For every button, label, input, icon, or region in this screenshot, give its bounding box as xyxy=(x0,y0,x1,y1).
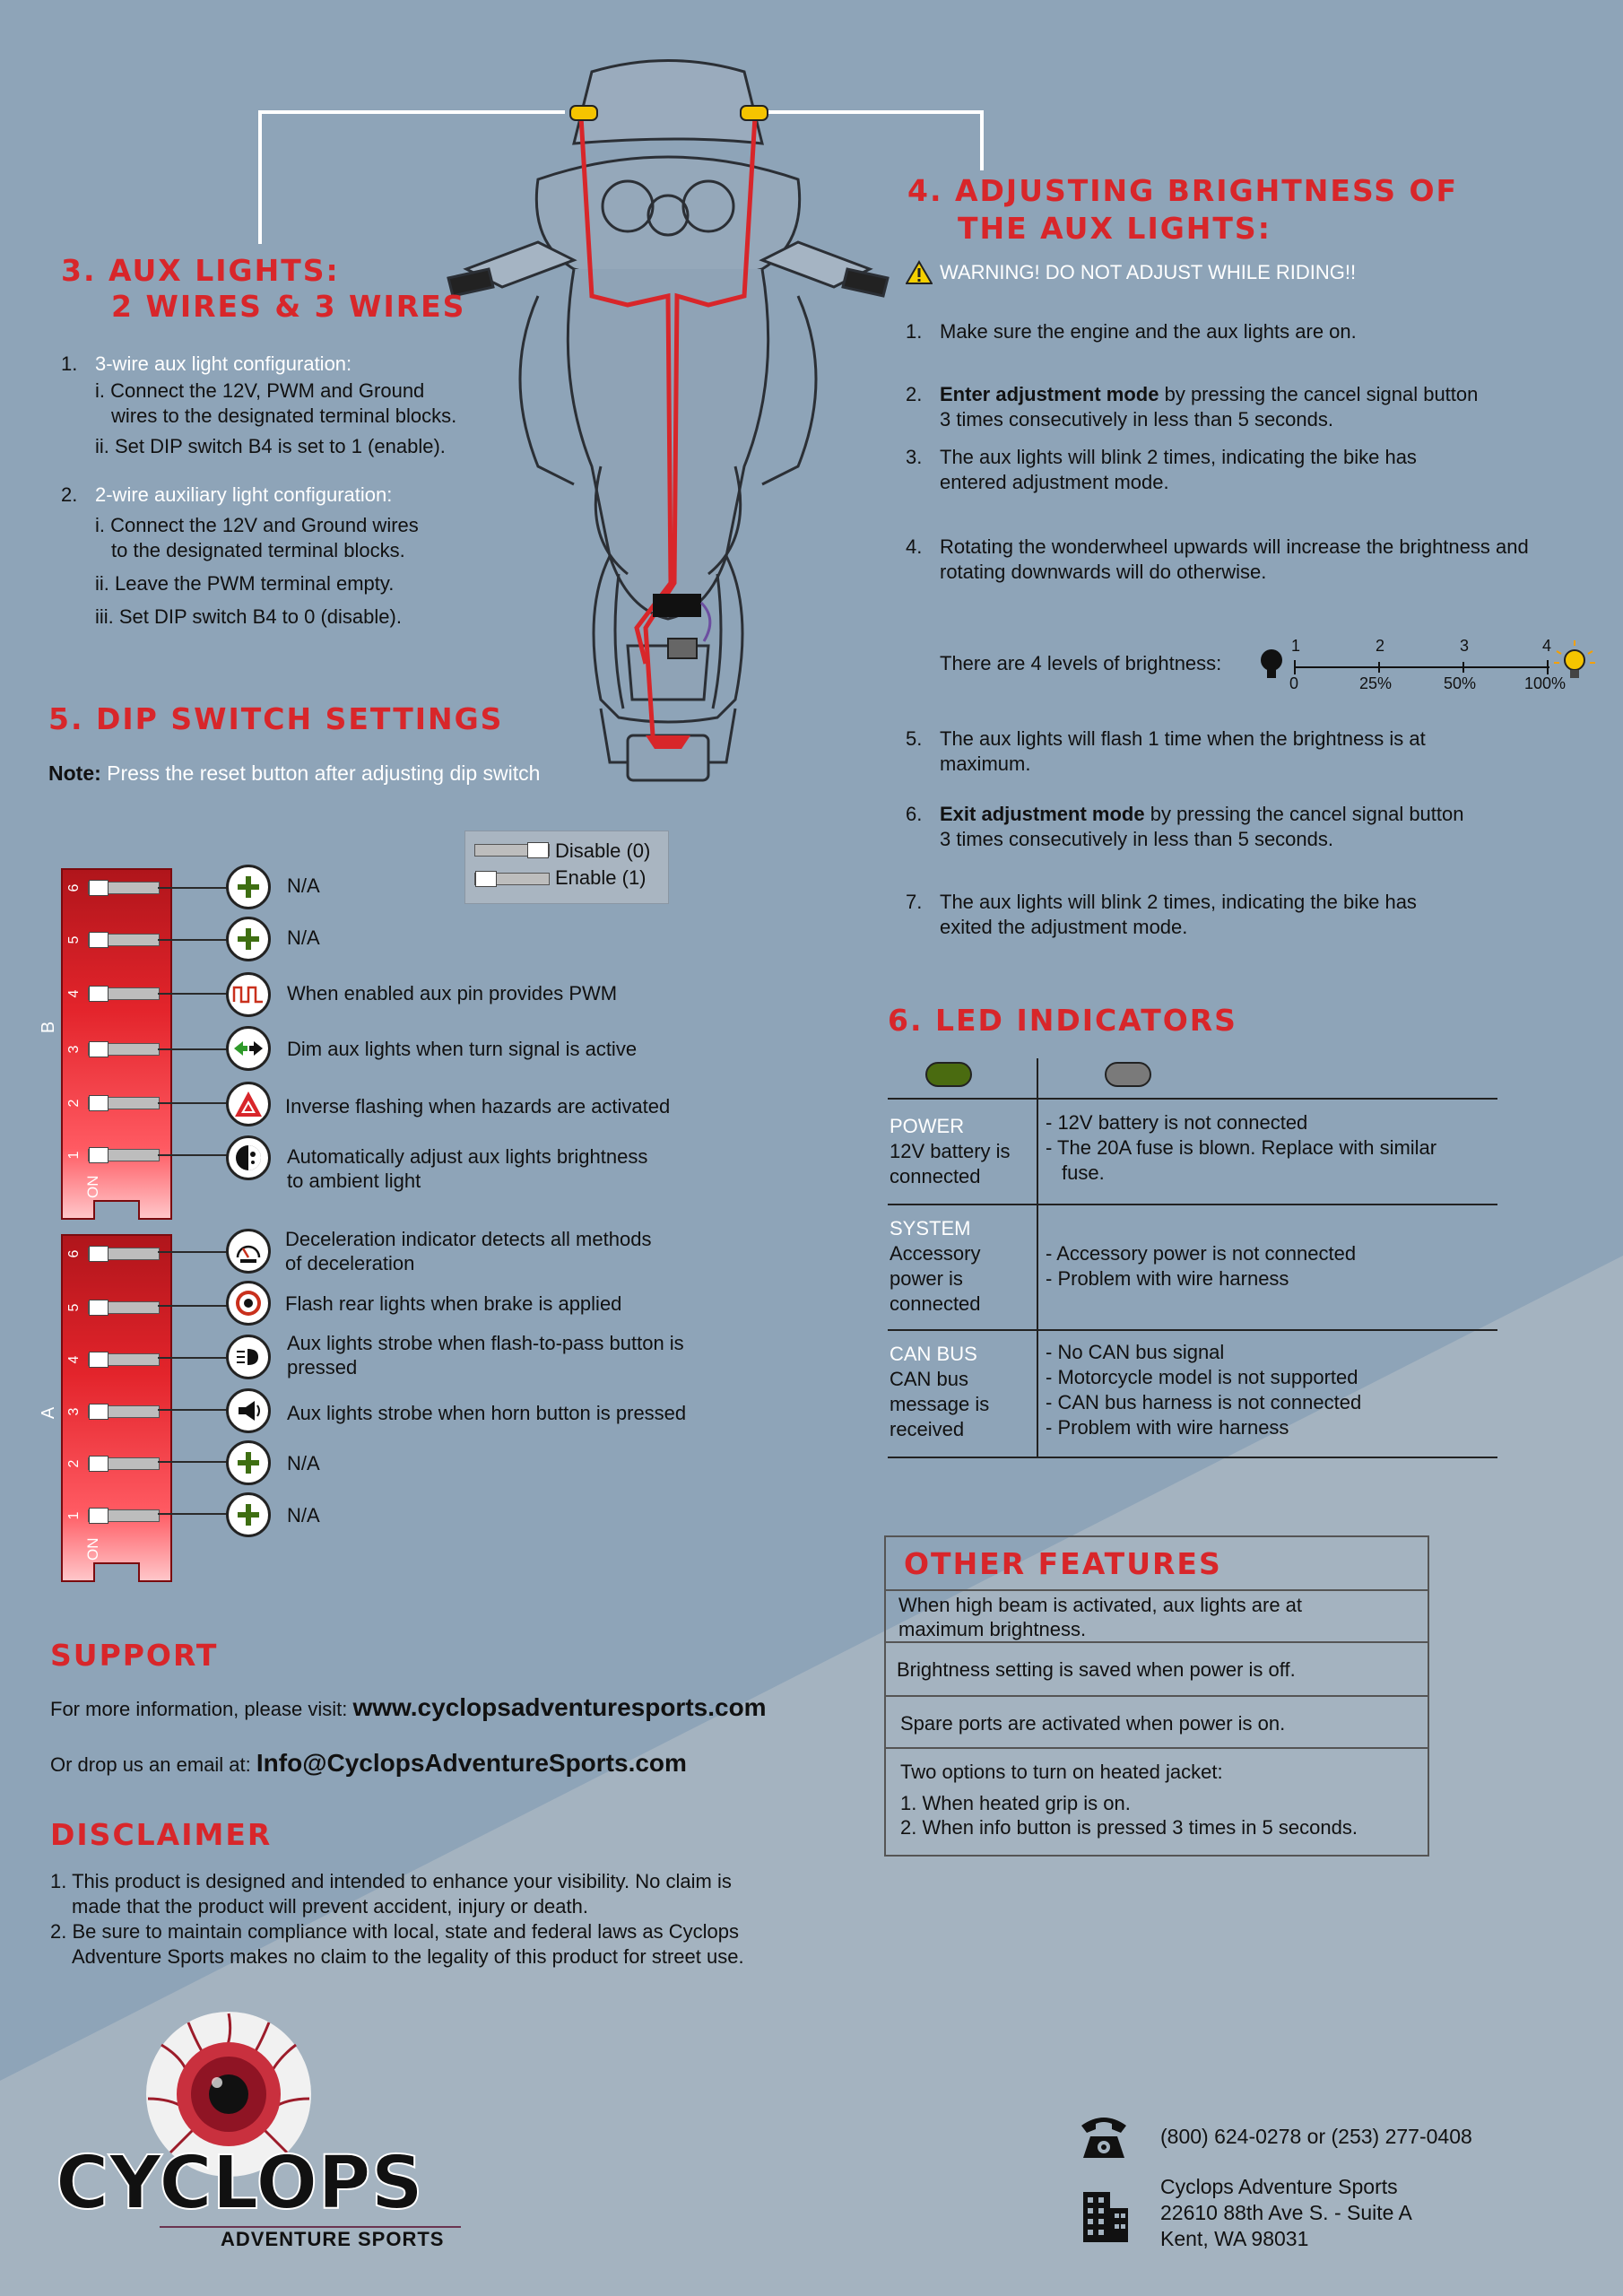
support-visit-line: For more information, please visit: www.cyclopsadventuresports.com xyxy=(50,1693,767,1721)
step-4: 4. Rotating the wonderwheel upwards will increase the brightness and xyxy=(906,535,1529,558)
dip-bank-a: 6 5 4 3 2 1 ON xyxy=(61,1234,172,1582)
dip-switch-b3[interactable] xyxy=(88,1043,160,1056)
dip-desc-a4: Aux lights strobe when flash-to-pass button is pressed xyxy=(287,1332,684,1378)
led-green-icon xyxy=(925,1062,972,1087)
plus-icon xyxy=(226,1492,271,1537)
dip-switch-b1[interactable] xyxy=(88,1149,160,1161)
dip-switch-a4[interactable] xyxy=(88,1353,160,1366)
scale-bottom-100: 100% xyxy=(1524,674,1567,692)
aux-light-left xyxy=(570,106,597,120)
section4-steps-lower: 5. The aux lights will flash 1 time when the brightness is at maximum. 6. Exit adjustment mode by pressing the cancel signal button 3 times consecutively in less than 5 seconds. 7. The aux lights will blink 2 times, indicating the bike has exited the adjustment mode. xyxy=(906,726,1587,940)
logo-word: CYCLOPS xyxy=(56,2144,423,2224)
legend-switch-disable xyxy=(474,844,550,857)
step-6: 6. Exit adjustment mode by pressing the cancel signal button xyxy=(906,803,1464,825)
warning-line: WARNING! DO NOT ADJUST WHILE RIDING!! xyxy=(906,260,1356,285)
scale-top-2: 2 xyxy=(1376,637,1385,655)
dip-desc-b4: When enabled aux pin provides PWM xyxy=(287,982,618,1004)
other-features-title: OTHER FEATURES xyxy=(904,1546,1222,1581)
step-7: 7. The aux lights will blink 2 times, indicating the bike has xyxy=(906,891,1417,913)
scale-bottom-0: 0 xyxy=(1289,674,1299,692)
legend-disable-label: Disable (0) xyxy=(555,839,651,862)
feature-row-1: When high beam is activated, aux lights are at maximum brightness. xyxy=(886,1589,1428,1641)
turn-signal-icon xyxy=(226,1026,271,1071)
controller-module xyxy=(653,594,701,617)
logo-tagline: ADVENTURE SPORTS xyxy=(221,2228,445,2250)
flash-to-pass-icon xyxy=(226,1335,271,1379)
section3-item-1: 1. 3-wire aux light configuration: xyxy=(61,352,352,375)
dip-switch-b4[interactable] xyxy=(88,987,160,1000)
step-2: 2. Enter adjustment mode by pressing the cancel signal button xyxy=(906,383,1479,405)
bank-b-label: B xyxy=(39,1021,59,1034)
contact-address: Cyclops Adventure Sports 22610 88th Ave S. - Suite A Kent, WA 98031 xyxy=(1160,2175,1412,2250)
dip-desc-b6: N/A xyxy=(287,874,320,897)
dip-legend xyxy=(464,831,669,904)
aux-light-right xyxy=(741,106,768,120)
scale-bottom-25: 25% xyxy=(1359,674,1393,692)
phone-icon xyxy=(1076,2109,1132,2163)
feature-row-2: Brightness setting is saved when power is off. xyxy=(886,1641,1428,1695)
dip-desc-a6: Deceleration indicator detects all methods of deceleration xyxy=(285,1228,652,1274)
deceleration-icon xyxy=(226,1229,271,1274)
dip-desc-b1: Automatically adjust aux lights brightness to ambient light xyxy=(287,1145,648,1192)
feature-row-3: Spare ports are activated when power is on. xyxy=(886,1695,1428,1747)
bank-a-label: A xyxy=(39,1406,59,1420)
section3-title: 3. AUX LIGHTS: 2 WIRES & 3 WIRES xyxy=(61,253,466,324)
dip-desc-a1: N/A xyxy=(287,1504,320,1526)
dip-desc-a5: Flash rear lights when brake is applied xyxy=(285,1292,622,1315)
brake-icon xyxy=(226,1281,271,1326)
dip-desc-a3: Aux lights strobe when horn button is pressed xyxy=(287,1402,687,1424)
section3-item-2: 2. 2-wire auxiliary light configuration: xyxy=(61,483,393,506)
horn-icon xyxy=(226,1388,271,1433)
plus-icon xyxy=(226,865,271,909)
dip-switch-b2[interactable] xyxy=(88,1097,160,1109)
scale-top-4: 4 xyxy=(1542,637,1552,655)
dip-switch-b6[interactable] xyxy=(88,882,160,894)
legend-enable-label: Enable (1) xyxy=(555,866,647,889)
dip-switch-a6[interactable] xyxy=(88,1248,160,1260)
bank-a-on-label: ON xyxy=(84,1537,101,1561)
section4-steps: 1. Make sure the engine and the aux lights are on. 2. Enter adjustment mode by pressing the cancel signal button 3 times consecutively in less than 5 seconds. 3. The aux lights will blink 2 times, indicating the bike has entered adjustment mode. 4. Rotating the wonderwheel upwards will increase the brightness and rotating downwards will do otherwise. xyxy=(906,319,1587,585)
website-link[interactable]: www.cyclopsadventuresports.com xyxy=(352,1693,767,1721)
step-3: 3. The aux lights will blink 2 times, indicating the bike has xyxy=(906,446,1417,468)
plus-icon xyxy=(226,917,271,961)
scale-top-1: 1 xyxy=(1291,637,1301,655)
bank-b-on-label: ON xyxy=(84,1175,101,1198)
dip-switch-a3[interactable] xyxy=(88,1405,160,1418)
dip-switch-a5[interactable] xyxy=(88,1301,160,1314)
support-title: SUPPORT xyxy=(50,1638,219,1673)
support-email-line: Or drop us an email at: Info@CyclopsAdventureSports.com xyxy=(50,1749,687,1777)
legend-switch-enable xyxy=(474,873,550,885)
plus-icon xyxy=(226,1440,271,1485)
hazard-icon xyxy=(226,1082,271,1126)
bulb-off-icon xyxy=(1261,649,1282,678)
other-features-box xyxy=(884,1535,1429,1857)
ambient-light-icon xyxy=(226,1135,271,1180)
email-link[interactable]: Info@CyclopsAdventureSports.com xyxy=(256,1749,687,1777)
dip-desc-b5: N/A xyxy=(287,926,320,949)
cyclops-wordmark xyxy=(56,2144,441,2224)
section4-title: 4. ADJUSTING BRIGHTNESS OF THE AUX LIGHTS: xyxy=(907,173,1459,246)
connector xyxy=(668,639,697,658)
dip-desc-b2: Inverse flashing when hazards are activated xyxy=(285,1095,671,1118)
step-1: 1. Make sure the engine and the aux lights are on. xyxy=(906,320,1357,343)
feature-row-4: Two options to turn on heated jacket: 1. When heated grip is on. 2. When info button is pressed 3 times in 5 seconds. xyxy=(886,1747,1428,1855)
scale-bottom-50: 50% xyxy=(1444,674,1477,692)
dip-switch-b5[interactable] xyxy=(88,934,160,946)
dip-switch-a1[interactable] xyxy=(88,1509,160,1522)
led-row-power: POWER 12V battery is connected - 12V battery is not connected - The 20A fuse is blown. Replace with similar fuse. xyxy=(888,1098,1497,1204)
section3-list: 1. 3-wire aux light configuration: i. Connect the 12V, PWM and Ground wires to the designated terminal blocks. ii. Set DIP switch B4 is set to 1 (enable). 2. 2-wire auxiliary light configuration: i. Connect the 12V and Ground wires to the designated terminal blocks. ii. Leave the PWM terminal empty. iii. Set DIP switch B4 to 0 (disable). xyxy=(61,352,509,630)
section6-title: 6. LED INDICATORS xyxy=(888,1003,1237,1038)
disclaimer-title: DISCLAIMER xyxy=(50,1817,273,1852)
section5-title: 5. DIP SWITCH SETTINGS xyxy=(48,701,504,736)
led-row-system: SYSTEM Accessory power is connected - Accessory power is not connected - Problem with wire harness xyxy=(888,1204,1497,1329)
led-grey-icon xyxy=(1105,1062,1151,1087)
led-row-can-bus: CAN BUS CAN bus message is received - No CAN bus signal - Motorcycle model is not supported - CAN bus harness is not connected - Problem with wire harness xyxy=(888,1329,1497,1458)
warning-icon xyxy=(906,260,933,285)
dip-bank-b: 6 5 4 3 2 1 ON xyxy=(61,868,172,1220)
scale-top-3: 3 xyxy=(1460,637,1470,655)
step-5: 5. The aux lights will flash 1 time when the brightness is at xyxy=(906,727,1426,750)
disclaimer-list: 1. This product is designed and intended to enhance your visibility. No claim is made that the product will prevent accident, injury or death. 2. Be sure to maintain compliance with local, state and federal laws as Cyclops Adventure Sports makes no claim to the legality of this product for street use. xyxy=(50,1870,744,1968)
bulb-on-icon xyxy=(1554,640,1595,678)
dip-desc-a2: N/A xyxy=(287,1452,320,1474)
pwm-wave-icon xyxy=(226,972,271,1017)
dip-desc-b3: Dim aux lights when turn signal is active xyxy=(287,1038,638,1060)
building-icon xyxy=(1080,2188,1132,2246)
dip-note: Note: Press the reset button after adjusting dip switch xyxy=(48,761,541,785)
contact-phone[interactable]: (800) 624-0278 or (253) 277-0408 xyxy=(1160,2125,1472,2148)
dip-switch-a2[interactable] xyxy=(88,1457,160,1470)
brightness-levels-text: There are 4 levels of brightness: xyxy=(940,652,1222,674)
